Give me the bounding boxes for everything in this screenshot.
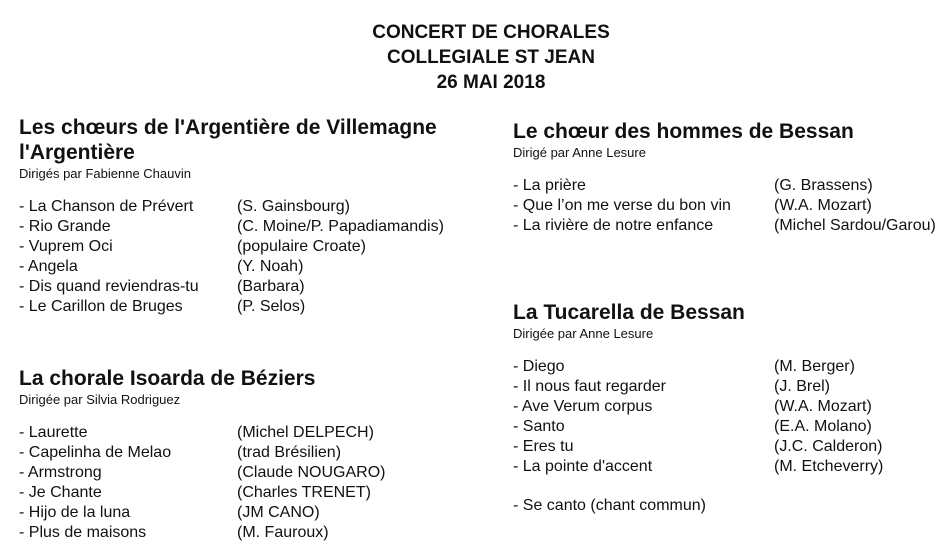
- song-item: [19, 277, 437, 297]
- song-composer: (Michel Sardou/Garou): [774, 217, 936, 234]
- song-composer: (J.C. Calderon): [774, 438, 883, 455]
- song-item: [513, 357, 855, 377]
- concert-title: CONCERT DE CHORALES: [372, 22, 610, 43]
- song-item: [19, 463, 386, 483]
- choir-director: Dirigé par Anne Lesure: [513, 145, 646, 160]
- song-item: [513, 196, 872, 216]
- song-title: - Laurette: [19, 424, 88, 441]
- song-composer: (Claude NOUGARO): [237, 464, 386, 481]
- song-item: [19, 483, 371, 503]
- choir-section-hommes-bessan: [513, 119, 936, 236]
- common-song: - Se canto (chant commun): [513, 497, 706, 514]
- song-title: - Je Chante: [19, 484, 102, 501]
- concert-header: [0, 20, 950, 95]
- song-title: - Que l’on me verse du bon vin: [513, 197, 731, 214]
- song-composer: (J. Brel): [774, 378, 830, 395]
- song-title: - Diego: [513, 358, 565, 375]
- song-title: - Ave Verum corpus: [513, 398, 653, 415]
- song-title: - La pointe d'accent: [513, 458, 653, 475]
- song-item: [19, 297, 437, 317]
- choir-name: La Tucarella de Bessan: [513, 301, 745, 324]
- song-title: - Capelinha de Melao: [19, 444, 172, 461]
- song-composer: (M. Berger): [774, 358, 855, 375]
- choir-section-tucarella: [513, 300, 884, 516]
- song-item: [513, 216, 936, 236]
- song-composer: (populaire Croate): [237, 238, 366, 255]
- song-item: [19, 503, 320, 523]
- song-item: [19, 443, 342, 463]
- song-item: [513, 377, 830, 397]
- choir-section-isoarda: [19, 366, 386, 543]
- song-item: [513, 176, 873, 196]
- choir-director: Dirigés par Fabienne Chauvin: [19, 166, 191, 181]
- choir-name-line2: l'Argentière: [19, 141, 135, 164]
- song-item: [19, 423, 374, 443]
- song-item: [513, 417, 872, 437]
- choir-director: Dirigée par Silvia Rodriguez: [19, 392, 181, 407]
- song-composer: (W.A. Mozart): [774, 398, 872, 415]
- song-composer: (G. Brassens): [774, 177, 873, 194]
- song-composer: (E.A. Molano): [774, 418, 872, 435]
- song-composer: (M. Etcheverry): [774, 458, 884, 475]
- song-item: [19, 217, 444, 237]
- song-title: - Dis quand reviendras-tu: [19, 278, 199, 295]
- song-item: [513, 437, 883, 457]
- song-item: [19, 257, 437, 277]
- choir-name: [19, 115, 437, 165]
- song-title: - La Chanson de Prévert: [19, 198, 194, 215]
- song-composer: (C. Moine/P. Papadiamandis): [237, 218, 444, 235]
- song-title: - Le Carillon de Bruges: [19, 298, 183, 315]
- song-composer: (M. Fauroux): [237, 524, 329, 541]
- song-title: - Eres tu: [513, 438, 574, 455]
- song-title: - Vuprem Oci: [19, 238, 113, 255]
- song-title: - Angela: [19, 258, 78, 275]
- song-title: - Santo: [513, 418, 565, 435]
- song-composer: (JM CANO): [237, 504, 320, 521]
- song-item: [19, 523, 329, 543]
- song-composer: (Y. Noah): [237, 258, 304, 275]
- song-composer: (Charles TRENET): [237, 484, 371, 501]
- song-title: - La prière: [513, 177, 586, 194]
- song-composer: (Michel DELPECH): [237, 424, 374, 441]
- song-list: [19, 197, 444, 317]
- concert-venue: COLLEGIALE ST JEAN: [387, 47, 595, 68]
- choir-name: La chorale Isoarda de Béziers: [19, 367, 316, 390]
- song-composer: (S. Gainsbourg): [237, 198, 350, 215]
- choir-name: Le chœur des hommes de Bessan: [513, 120, 854, 143]
- song-title: - Armstrong: [19, 464, 102, 481]
- song-composer: (trad Brésilien): [237, 444, 342, 461]
- song-item: [19, 237, 437, 257]
- choir-section-argentiere: [19, 115, 444, 317]
- song-title: - Il nous faut regarder: [513, 378, 666, 395]
- choir-director: Dirigée par Anne Lesure: [513, 326, 654, 341]
- song-item: [513, 457, 884, 477]
- song-composer: (W.A. Mozart): [774, 197, 872, 214]
- choir-name-line1: Les chœurs de l'Argentière de Villemagne: [19, 116, 437, 139]
- song-item: [19, 197, 437, 217]
- song-list: [19, 423, 386, 543]
- song-title: - Rio Grande: [19, 218, 111, 235]
- song-list: [513, 357, 884, 477]
- song-title: - Plus de maisons: [19, 524, 147, 541]
- concert-date: 26 MAI 2018: [436, 72, 546, 93]
- song-list: [513, 176, 936, 236]
- song-composer: (P. Selos): [237, 298, 306, 315]
- song-composer: (Barbara): [237, 278, 305, 295]
- song-title: - La rivière de notre enfance: [513, 217, 714, 234]
- song-title: - Hijo de la luna: [19, 504, 131, 521]
- song-item: [513, 397, 872, 417]
